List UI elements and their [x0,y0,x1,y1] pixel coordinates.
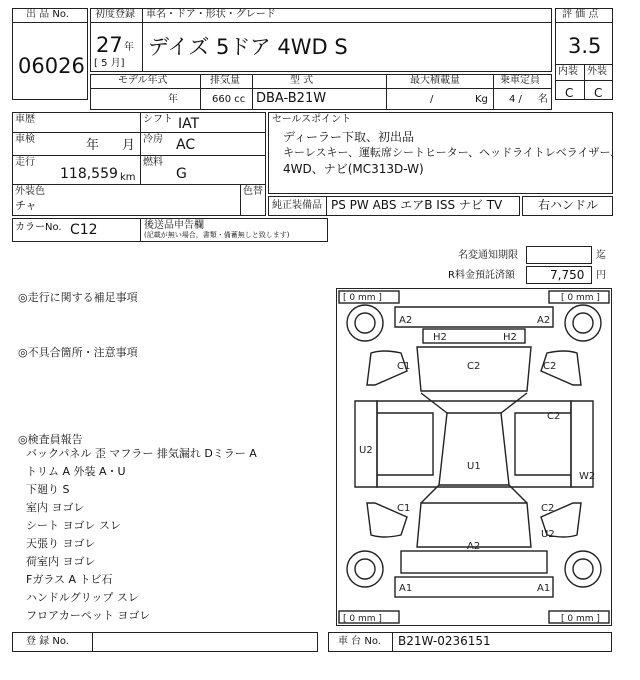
name-change-unit: 迄 [596,250,606,261]
first-registration-month: [ 5 月] [94,58,125,69]
mileage-value: 118,559 [60,166,118,182]
damage-mark: H2 [433,332,447,343]
chassis-number-value: B21W-0236151 [398,634,491,648]
vehicle-diagram [336,288,612,626]
year-unit: 年 [124,42,134,53]
chassis-number-label: 車 台 No. [338,636,381,647]
steering-value: 右ハンドル [538,198,599,212]
tire-depth-label: [ 0 mm ] [343,293,382,303]
shift-value: IAT [178,116,200,132]
damage-mark: C2 [467,361,481,372]
damage-mark: A1 [399,583,413,594]
driving-notes-title: ◎走行に関する補足事項 [18,291,138,304]
details-box [12,112,266,216]
recycle-fee-label: R料金預託済額 [448,270,515,281]
docs-note: (記載が無い場合，書類・備蓄無しと致します) [144,231,290,239]
report-line: 室内 ヨゴレ [26,501,85,514]
report-line: Fガラス A トビ石 [26,573,113,586]
max-load-unit: Kg [475,94,488,105]
lot-number-label: 出 品 No. [26,9,69,20]
sales-point-line-1: ディーラー下取、初出品 [283,130,415,144]
aircon-label: 冷房 [143,134,163,145]
damage-mark: H2 [503,332,517,343]
interior-grade: C [565,86,574,100]
color-no-value: C12 [70,222,98,238]
report-line: 下廻り S [26,483,70,496]
ext-color-value: チャ [15,199,37,212]
report-line: バックパネル 歪 マフラー 排気漏れ Dミラー A [26,447,257,460]
docs-label: 後送品申告欄 [144,220,204,231]
defects-title: ◎不具合箇所・注意事項 [18,346,138,359]
inspection-year-unit: 年 [86,138,100,153]
tire-depth-label: [ 0 mm ] [343,614,382,624]
damage-mark: A2 [467,541,481,552]
recycle-fee-value: 7,750 [550,268,585,282]
damage-mark: A2 [399,315,413,326]
first-registration-label: 初度登録 [95,9,135,20]
overall-rating: 3.5 [568,34,602,58]
damage-mark: C1 [397,503,411,514]
equipment-value: PS PW ABS エアB ISS ナビ TV [331,198,503,212]
report-line: 天張り ヨゴレ [26,537,96,550]
report-line: シート ヨゴレ スレ [26,519,121,532]
damage-mark: C1 [397,361,411,372]
aircon-value: AC [176,137,196,153]
damage-mark: U2 [359,445,373,456]
capacity-value: 4 / [509,94,522,105]
mileage-label: 走行 [15,157,35,168]
fuel-label: 燃料 [143,157,163,168]
report-line: 荷室内 ヨゴレ [26,555,96,568]
capacity-label: 乗車定員 [500,75,540,86]
interior-label: 内装 [558,66,578,77]
equipment-label: 純正装備品 [272,200,322,211]
car-name: デイズ 5ドア 4WD S [148,35,348,59]
sales-point-line-3: 4WD、ナビ(MC313D-W) [283,162,424,176]
car-name-label: 車名・ドア・形状・グレード [146,9,276,20]
name-change-box [526,246,592,264]
lot-number: 06026 [18,54,85,78]
damage-mark: C2 [543,361,557,372]
tire-depth-label: [ 0 mm ] [561,293,600,303]
model-year-label: モデル年式 [118,75,168,86]
type-value: DBA-B21W [256,91,327,106]
name-change-label: 名変通知期限 [458,250,518,261]
capacity-unit: 名 [538,94,548,105]
type-label: 型 式 [290,75,314,86]
inspector-report-title: ◎検査員報告 [18,433,83,446]
sales-point-label: セールスポイント [272,114,352,125]
ext-color-label: 外装色 [15,186,45,197]
sales-point-line-2: キーレスキー、運転席シートヒーター、ヘッドライトレベライザー、 [283,146,622,159]
exterior-grade: C [594,86,603,100]
damage-mark: U2 [541,529,555,540]
exterior-label: 外装 [587,66,607,77]
color-change-label: 色替 [243,186,263,197]
displacement-value: 660 cc [212,94,246,105]
inspection-month-unit: 月 [122,138,136,153]
rating-label: 評 価 点 [562,9,599,20]
model-year-unit: 年 [168,94,178,105]
damage-mark: U1 [467,461,481,472]
report-line: フロアカーペット ヨゴレ [26,609,151,622]
max-load-value: / [430,94,434,105]
shift-label: シフト [143,114,173,125]
damage-mark: C2 [541,503,555,514]
damage-mark: A1 [537,583,551,594]
displacement-label: 排気量 [210,75,240,86]
history-label: 車歴 [15,114,35,125]
tire-depth-label: [ 0 mm ] [561,614,600,624]
report-line: ハンドルグリップ スレ [26,591,139,604]
first-registration-year: 27 [96,33,123,57]
inspection-label: 車検 [15,134,35,145]
recycle-fee-unit: 円 [596,270,606,281]
mileage-unit: km [120,172,136,183]
report-line: トリム A 外装 A・U [26,465,126,478]
damage-mark: W2 [579,471,596,482]
fuel-value: G [176,166,187,182]
color-no-label: カラーNo. [15,222,62,233]
max-load-label: 最大積載量 [410,75,460,86]
damage-mark: C2 [547,411,561,422]
damage-mark: A2 [537,315,551,326]
registration-number-label: 登 録 No. [26,636,69,647]
